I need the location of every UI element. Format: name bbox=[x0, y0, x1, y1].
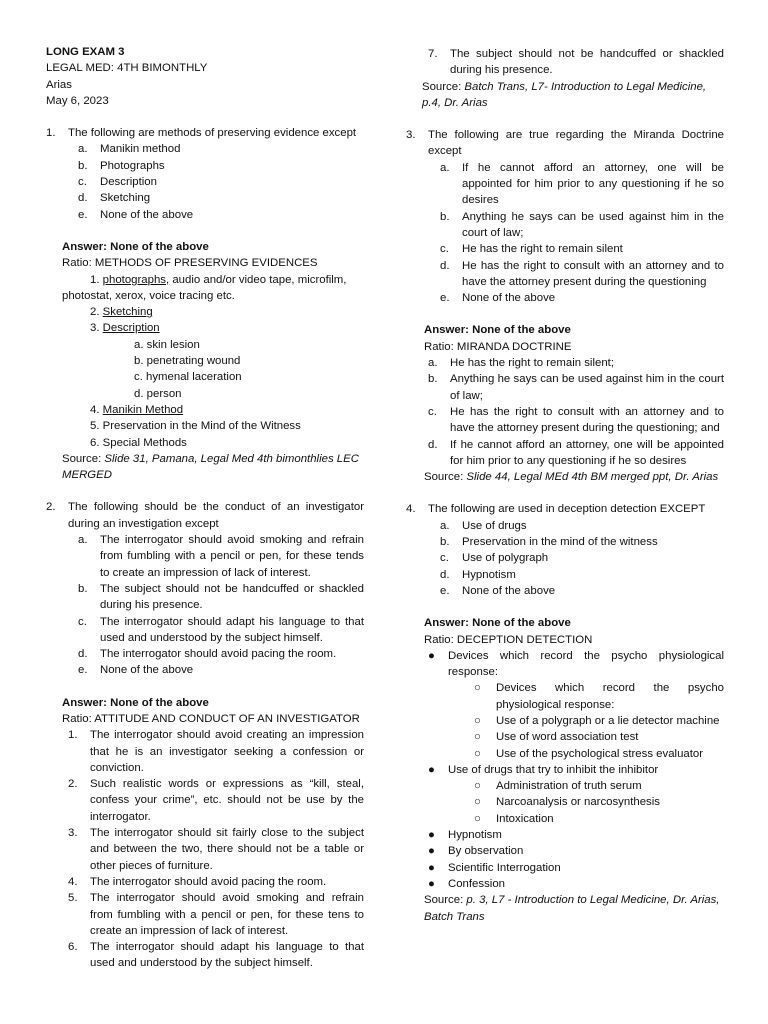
right-column bbox=[406, 46, 724, 925]
question-4 bbox=[406, 501, 724, 517]
ratio-item: 5. Preservation in the Mind of the Witness bbox=[90, 420, 301, 433]
question-3 bbox=[406, 127, 724, 160]
option-text: None of the above bbox=[462, 584, 556, 597]
ratio-subitem: d. person bbox=[134, 387, 182, 400]
ratio-list bbox=[62, 272, 364, 451]
option-letter: e. bbox=[440, 584, 450, 597]
circle-bullet-icon: ○ bbox=[474, 780, 481, 793]
answer-line: Answer: None of the above bbox=[424, 324, 571, 337]
option-letter: b. bbox=[440, 210, 450, 223]
option-letter: c. bbox=[78, 176, 87, 189]
q2-options bbox=[46, 532, 364, 679]
question-text: The following are true regarding the Miranda Doctrine except bbox=[428, 129, 724, 158]
option-letter: e. bbox=[78, 664, 88, 677]
bullet-icon: ● bbox=[428, 829, 435, 842]
option-letter: d. bbox=[440, 259, 450, 272]
option bbox=[78, 532, 364, 581]
ratio-item: c. He has the right to consult with an attorney and to have the attorney present during the questioning; and bbox=[428, 405, 724, 435]
q2-ratio-continued bbox=[406, 46, 724, 79]
option bbox=[78, 158, 364, 174]
q1-explanation bbox=[46, 239, 364, 483]
circle-bullet-icon: ○ bbox=[474, 714, 481, 727]
ratio-line: Ratio: DECEPTION DETECTION bbox=[424, 633, 593, 646]
option-letter: e. bbox=[78, 208, 88, 221]
bullet-icon: ● bbox=[428, 845, 435, 858]
option-text: Photographs bbox=[100, 159, 165, 172]
option bbox=[78, 581, 364, 614]
exam-author: Arias bbox=[46, 78, 72, 91]
ratio-item-cont: photostat, xerox, voice tracing etc. bbox=[62, 289, 235, 302]
option-text: Sketching bbox=[100, 192, 151, 205]
q4-options bbox=[406, 518, 724, 599]
sub-bullet-item: ○ Narcoanalysis or narcosynthesis bbox=[424, 794, 724, 810]
option-text: The interrogator should avoid pacing the room. bbox=[100, 648, 337, 661]
exam-subtitle: LEGAL MED: 4TH BIMONTHLY bbox=[46, 62, 208, 75]
ratio-item: 3. The interrogator should sit fairly close to the subject and between the two, there should not be a table or other pieces of furniture. bbox=[68, 827, 364, 872]
option bbox=[78, 190, 364, 206]
source-line: Source: Batch Trans, L7- Introduction to Legal Medicine, p.4, Dr. Arias bbox=[422, 80, 707, 109]
option bbox=[440, 534, 724, 550]
circle-bullet-icon: ○ bbox=[474, 682, 481, 695]
option-text: None of the above bbox=[462, 292, 556, 305]
option-text: Description bbox=[100, 176, 157, 189]
ratio-item: 2. Such realistic words or expressions as “kill, steal, confess your crime”, etc. should not be use by the interrogator. bbox=[68, 778, 364, 823]
option-text: Anything he says can be used against him in the court of law; bbox=[462, 210, 724, 239]
option-text: Use of polygraph bbox=[462, 552, 549, 565]
option bbox=[440, 567, 724, 583]
option-text: Preservation in the mind of the witness bbox=[462, 536, 658, 549]
ratio-item: 1. The interrogator should avoid creating an impression that he is an investigator seeking a confession or conviction. bbox=[68, 729, 364, 774]
ratio-item: 4. The interrogator should avoid pacing the room. bbox=[68, 875, 327, 888]
circle-bullet-icon: ○ bbox=[474, 731, 481, 744]
option bbox=[78, 141, 364, 157]
q4-explanation bbox=[406, 615, 724, 925]
source-line: Source: p. 3, L7 - Introduction to Legal Medicine, Dr. Arias, Batch Trans bbox=[424, 894, 720, 923]
option-letter: a. bbox=[78, 534, 88, 547]
bullet-icon: ● bbox=[428, 861, 435, 874]
option bbox=[78, 662, 364, 678]
option-text: He has the right to consult with an attorney and to have the attorney present during the questioning bbox=[462, 259, 724, 288]
option bbox=[78, 174, 364, 190]
option bbox=[440, 160, 724, 209]
ratio-list bbox=[424, 355, 724, 469]
source-line: Source: Slide 44, Legal MEd 4th BM merged ppt, Dr. Arias bbox=[424, 471, 719, 484]
option bbox=[78, 646, 364, 662]
bullet-item: ● Confession bbox=[424, 876, 724, 892]
ratio-item: 2. Sketching bbox=[90, 306, 153, 319]
ratio-item: 5. The interrogator should avoid smoking and refrain from fumbling with a pencil or pen, for these tens to create an impression of lack of interest. bbox=[68, 892, 364, 937]
option-letter: b. bbox=[440, 536, 450, 549]
option-text: The interrogator should avoid smoking and refrain from fumbling with a pencil or pen, for these tends to create an impression of lack of interest. bbox=[100, 534, 364, 579]
option bbox=[440, 241, 724, 257]
option bbox=[440, 209, 724, 242]
question-2 bbox=[46, 499, 364, 532]
option-letter: d. bbox=[78, 648, 88, 661]
ratio-subitems bbox=[90, 337, 364, 402]
q2-explanation bbox=[46, 695, 364, 972]
option-text: If he cannot afford an attorney, one will be appointed for him prior to any questioning if he so desires bbox=[462, 161, 724, 207]
left-column bbox=[46, 44, 364, 972]
bullet-item: ● Hypnotism bbox=[424, 827, 724, 843]
bullet-icon: ● bbox=[428, 763, 435, 776]
question-number: 3. bbox=[406, 129, 416, 142]
ratio-item: 3. Description bbox=[90, 322, 160, 335]
option-letter: e. bbox=[440, 292, 450, 305]
ratio-list bbox=[62, 727, 364, 971]
source-line: Source: Slide 31, Pamana, Legal Med 4th bimonthlies LEC MERGED bbox=[62, 452, 359, 482]
option-text: The interrogator should adapt his language to that used and understood by the subject himself. bbox=[100, 615, 364, 644]
sub-bullet-item: ○ Intoxication bbox=[424, 811, 724, 827]
ratio-item: 6. Special Methods bbox=[90, 436, 187, 449]
ratio-item: 7. The subject should not be handcuffed or shackled during his presence. bbox=[428, 48, 724, 77]
ratio-line: Ratio: MIRANDA DOCTRINE bbox=[424, 340, 572, 353]
ratio-subitem: a. skin lesion bbox=[134, 338, 200, 351]
circle-bullet-icon: ○ bbox=[474, 812, 481, 825]
option-text: He has the right to remain silent bbox=[462, 243, 623, 256]
exam-title: LONG EXAM 3 bbox=[46, 46, 125, 58]
answer-line: Answer: None of the above bbox=[62, 240, 209, 253]
option bbox=[440, 290, 724, 306]
question-number: 2. bbox=[46, 501, 56, 514]
question-number: 4. bbox=[406, 503, 416, 516]
bullet-item: ● Devices which record the psycho physiological response: bbox=[424, 648, 724, 681]
option-letter: c. bbox=[440, 552, 449, 565]
q1-options bbox=[46, 141, 364, 222]
bullet-item: ● Scientific Interrogation bbox=[424, 860, 724, 876]
option-text: Use of drugs bbox=[462, 519, 527, 532]
ratio-subitem: b. penetrating wound bbox=[134, 355, 241, 368]
exam-date: May 6, 2023 bbox=[46, 94, 109, 107]
option bbox=[440, 258, 724, 291]
option-letter: d. bbox=[440, 568, 450, 581]
question-number: 1. bbox=[46, 127, 56, 140]
sub-bullet-item: ○ Use of the psychological stress evaluator bbox=[424, 746, 724, 762]
bullet-icon: ● bbox=[428, 877, 435, 890]
sub-bullet-item: ○ Use of a polygraph or a lie detector machine bbox=[424, 713, 724, 729]
option-letter: a. bbox=[440, 519, 450, 532]
option-text: None of the above bbox=[100, 208, 194, 221]
question-text: The following are used in deception detection EXCEPT bbox=[428, 503, 706, 516]
sub-bullet-item: ○ Administration of truth serum bbox=[424, 778, 724, 794]
sub-bullet-item: ○ Devices which record the psycho physiological response: bbox=[424, 680, 724, 713]
ratio-subitem: c. hymenal laceration bbox=[134, 371, 242, 384]
answer-line: Answer: None of the above bbox=[62, 696, 209, 709]
ratio-item: 1. photographs, audio and/or video tape, microfilm, bbox=[90, 273, 347, 286]
option-letter: c. bbox=[78, 615, 87, 628]
option-letter: b. bbox=[78, 159, 88, 172]
bullet-icon: ● bbox=[428, 649, 435, 662]
bullet-item: ● Use of drugs that try to inhibit the inhibitor bbox=[424, 762, 724, 778]
ratio-line: Ratio: METHODS OF PRESERVING EVIDENCES bbox=[62, 257, 318, 270]
option-letter: a. bbox=[440, 161, 450, 174]
option bbox=[78, 207, 364, 223]
ratio-item: b. Anything he says can be used against him in the court of law; bbox=[428, 373, 724, 402]
q3-explanation bbox=[406, 322, 724, 485]
bullet-item: ● By observation bbox=[424, 843, 724, 859]
option bbox=[440, 518, 724, 534]
ratio-line: Ratio: ATTITUDE AND CONDUCT OF AN INVESTIGATOR bbox=[62, 712, 360, 725]
circle-bullet-icon: ○ bbox=[474, 747, 481, 760]
option-letter: d. bbox=[78, 192, 88, 205]
option-letter: a. bbox=[78, 143, 88, 156]
option-text: Hypnotism bbox=[462, 568, 516, 581]
ratio-item: 4. Manikin Method bbox=[90, 403, 184, 416]
question-text: The following should be the conduct of an investigator during an investigation except bbox=[68, 501, 364, 530]
option bbox=[440, 583, 724, 599]
bullet-list bbox=[424, 648, 724, 892]
option-text: Manikin method bbox=[100, 143, 181, 156]
ratio-item: d. If he cannot afford an attorney, one will be appointed for him prior to any questioning if he so desires bbox=[428, 438, 724, 467]
ratio-item: 6. The interrogator should adapt his language to that used and understood by the subject himself. bbox=[68, 941, 364, 970]
sub-bullet-item: ○ Use of word association test bbox=[424, 729, 724, 745]
answer-line: Answer: None of the above bbox=[424, 617, 571, 630]
option bbox=[78, 614, 364, 647]
option-text: None of the above bbox=[100, 664, 194, 677]
option-text: The subject should not be handcuffed or shackled during his presence. bbox=[100, 582, 364, 612]
question-text: The following are methods of preserving evidence except bbox=[68, 127, 357, 140]
q3-options bbox=[406, 160, 724, 307]
question-1 bbox=[46, 125, 364, 141]
option-letter: c. bbox=[440, 243, 449, 256]
circle-bullet-icon: ○ bbox=[474, 796, 481, 809]
ratio-item: a. He has the right to remain silent; bbox=[428, 357, 614, 370]
option-letter: b. bbox=[78, 582, 88, 595]
option bbox=[440, 550, 724, 566]
